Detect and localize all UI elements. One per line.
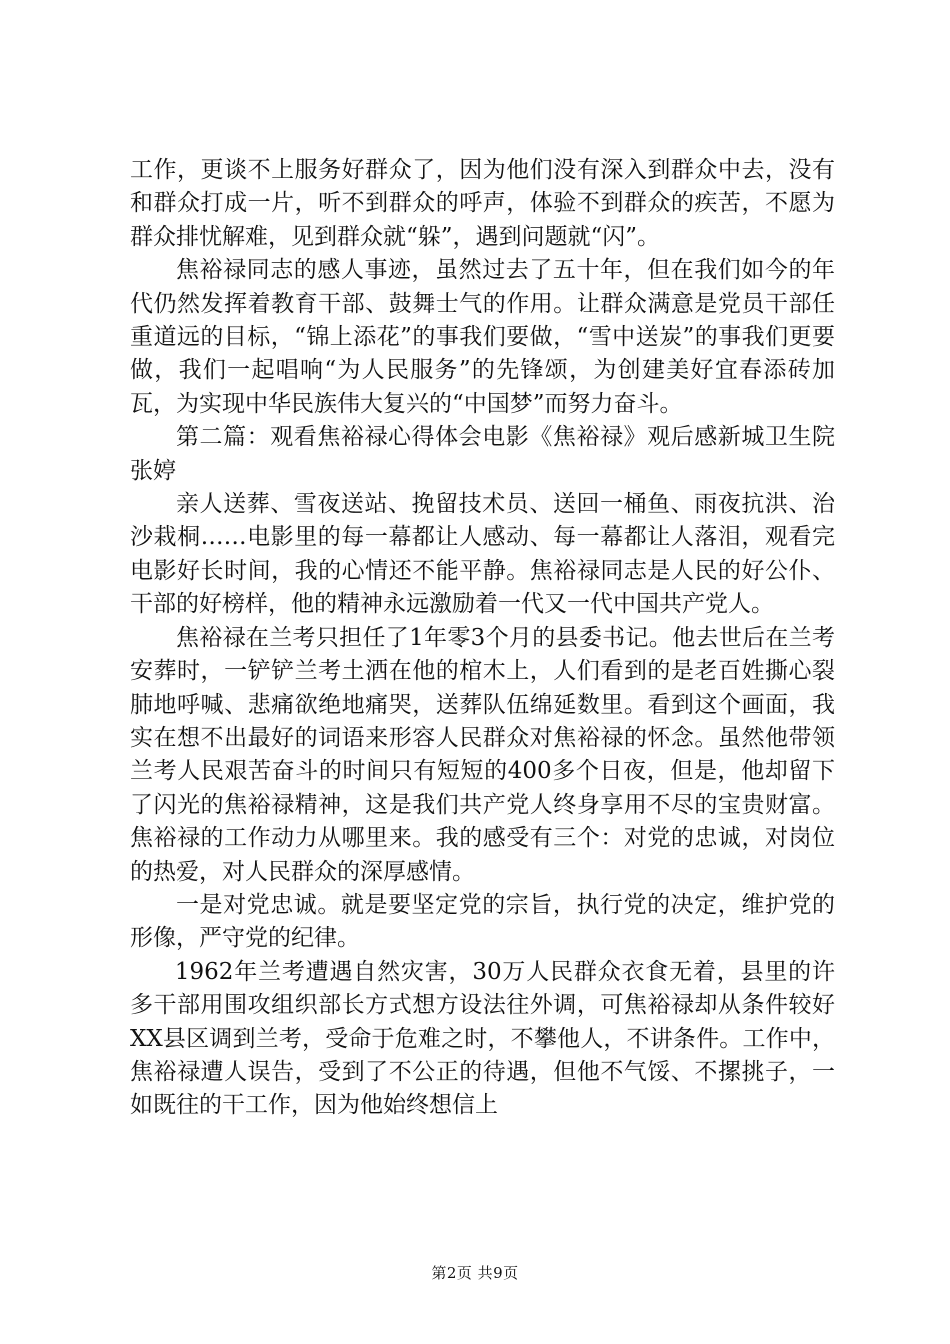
paragraph-6: 1962年兰考遭遇自然灾害，30万人民群众衣食无着，县里的许多干部用围攻组织部长方式想方设法往外调，可焦裕禄却从条件较好XX县区调到兰考，受命于危难之时，不攀他人，不讲条件。工作中，焦裕禄遭人误告，受到了不公正的待遇，但他不气馁、不摞挑子，一如既往的干工作，因为他始终想信上	[130, 958, 835, 1119]
paragraph-1: 工作，更谈不上服务好群众了，因为他们没有深入到群众中去，没有和群众打成一片，听不到群众的呼声，体验不到群众的疾苦，不愿为群众排忧解难，见到群众就“躲”，遇到问题就“闪”。	[130, 157, 835, 250]
paragraph-5: 一是对党忠诚。就是要坚定党的宗旨，执行党的决定，维护党的形像，严守党的纪律。	[130, 891, 835, 952]
paragraph-3: 亲人送葬、雪夜送站、挽留技术员、送回一桶鱼、雨夜抗洪、治沙栽桐……电影里的每一幕都让人感动、每一幕都让人落泪，观看完电影好长时间，我的心情还不能平静。焦裕禄同志是人民的好公仆、干部的好榜样，他的精神永远激励着一代又一代中国共产党人。	[130, 491, 835, 618]
page-number-footer: 第2页 共9页	[431, 1264, 519, 1282]
paragraph-4: 焦裕禄在兰考只担任了1年零3个月的县委书记。他去世后在兰考安葬时，一铲铲兰考土洒在他的棺木上，人们看到的是老百姓撕心裂肺地呼喊、悲痛欲绝地痛哭，送葬队伍绵延数里。看到这个画面，我实在想不出最好的词语来形容人民群众对焦裕禄的怀念。虽然他带领兰考人民艰苦奋斗的时间只有短短的400多个日夜，但是，他却留下了闪光的焦裕禄精神，这是我们共产党人终身享用不尽的宝贵财富。焦裕禄的工作动力从哪里来。我的感受有三个：对党的忠诚，对岗位的热爱，对人民群众的深厚感情。	[130, 624, 835, 885]
document-body	[130, 154, 835, 1123]
section-heading: 第二篇：观看焦裕禄心得体会电影《焦裕禄》观后感新城卫生院张婷	[130, 424, 835, 484]
paragraph-2: 焦裕禄同志的感人事迹，虽然过去了五十年，但在我们如今的年代仍然发挥着教育干部、鼓舞士气的作用。让群众满意是党员干部任重道远的目标，“锦上添花”的事我们要做，“雪中送炭”的事我们更要做，我们一起唱响“为人民服务”的先锋颂，为创建美好宜春添砖加瓦，为实现中华民族伟大复兴的“中国梦”而努力奋斗。	[130, 257, 835, 417]
